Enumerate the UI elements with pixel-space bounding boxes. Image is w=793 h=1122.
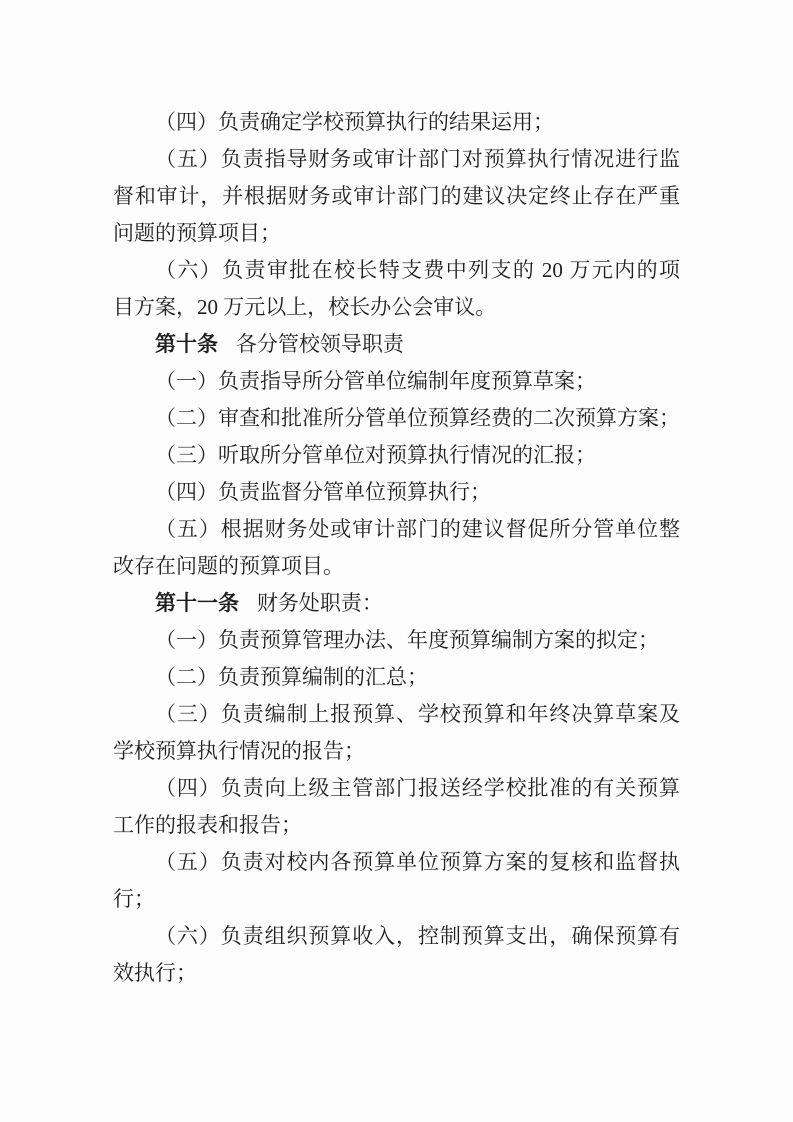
text-line: （六）负责组织预算收入，控制预算支出，确保预算有 [155, 924, 680, 948]
text-line: （三）听取所分管单位对预算执行情况的汇报； [155, 443, 596, 467]
article-title: 各分管校领导职责 [235, 332, 404, 356]
article-title: 财务处职责： [256, 591, 383, 615]
text-line: （四）负责确定学校预算执行的结果运用； [155, 110, 554, 134]
article-heading [113, 326, 680, 363]
text-line: 改存在问题的预算项目。 [113, 554, 344, 578]
document-content [113, 104, 680, 992]
text-line: （一）负责指导所分管单位编制年度预算草案； [155, 369, 596, 393]
article-heading [113, 585, 680, 622]
text-line: 工作的报表和报告； [113, 813, 302, 837]
text-line: （五）负责指导财务或审计部门对预算执行情况进行监 [155, 147, 680, 171]
text-line: 学校预算执行情况的报告； [113, 739, 365, 763]
text-line: （二）审查和批准所分管单位预算经费的二次预算方案； [155, 406, 680, 430]
text-line: 目方案，20 万元以上，校长办公会审议。 [113, 295, 497, 319]
article-number: 第十条 [155, 332, 218, 356]
text-line: （四）负责向上级主管部门报送经学校批准的有关预算 [155, 776, 680, 800]
text-line: 行； [113, 887, 155, 911]
text-line: （四）负责监督分管单位预算执行； [155, 480, 491, 504]
article-number: 第十一条 [155, 591, 239, 615]
text-line: （三）负责编制上报预算、学校预算和年终决算草案及 [155, 702, 680, 726]
text-line: （五）根据财务处或审计部门的建议督促所分管单位整 [155, 517, 680, 541]
text-line: 督和审计，并根据财务或审计部门的建议决定终止存在严重 [113, 184, 680, 208]
text-line: （一）负责预算管理办法、年度预算编制方案的拟定； [155, 628, 659, 652]
text-line: （五）负责对校内各预算单位预算方案的复核和监督执 [155, 850, 680, 874]
text-line: 效执行； [113, 961, 197, 985]
text-line: （六）负责审批在校长特支费中列支的 20 万元内的项 [155, 258, 680, 282]
text-line: （二）负责预算编制的汇总； [155, 665, 428, 689]
text-line: 问题的预算项目； [113, 221, 281, 245]
